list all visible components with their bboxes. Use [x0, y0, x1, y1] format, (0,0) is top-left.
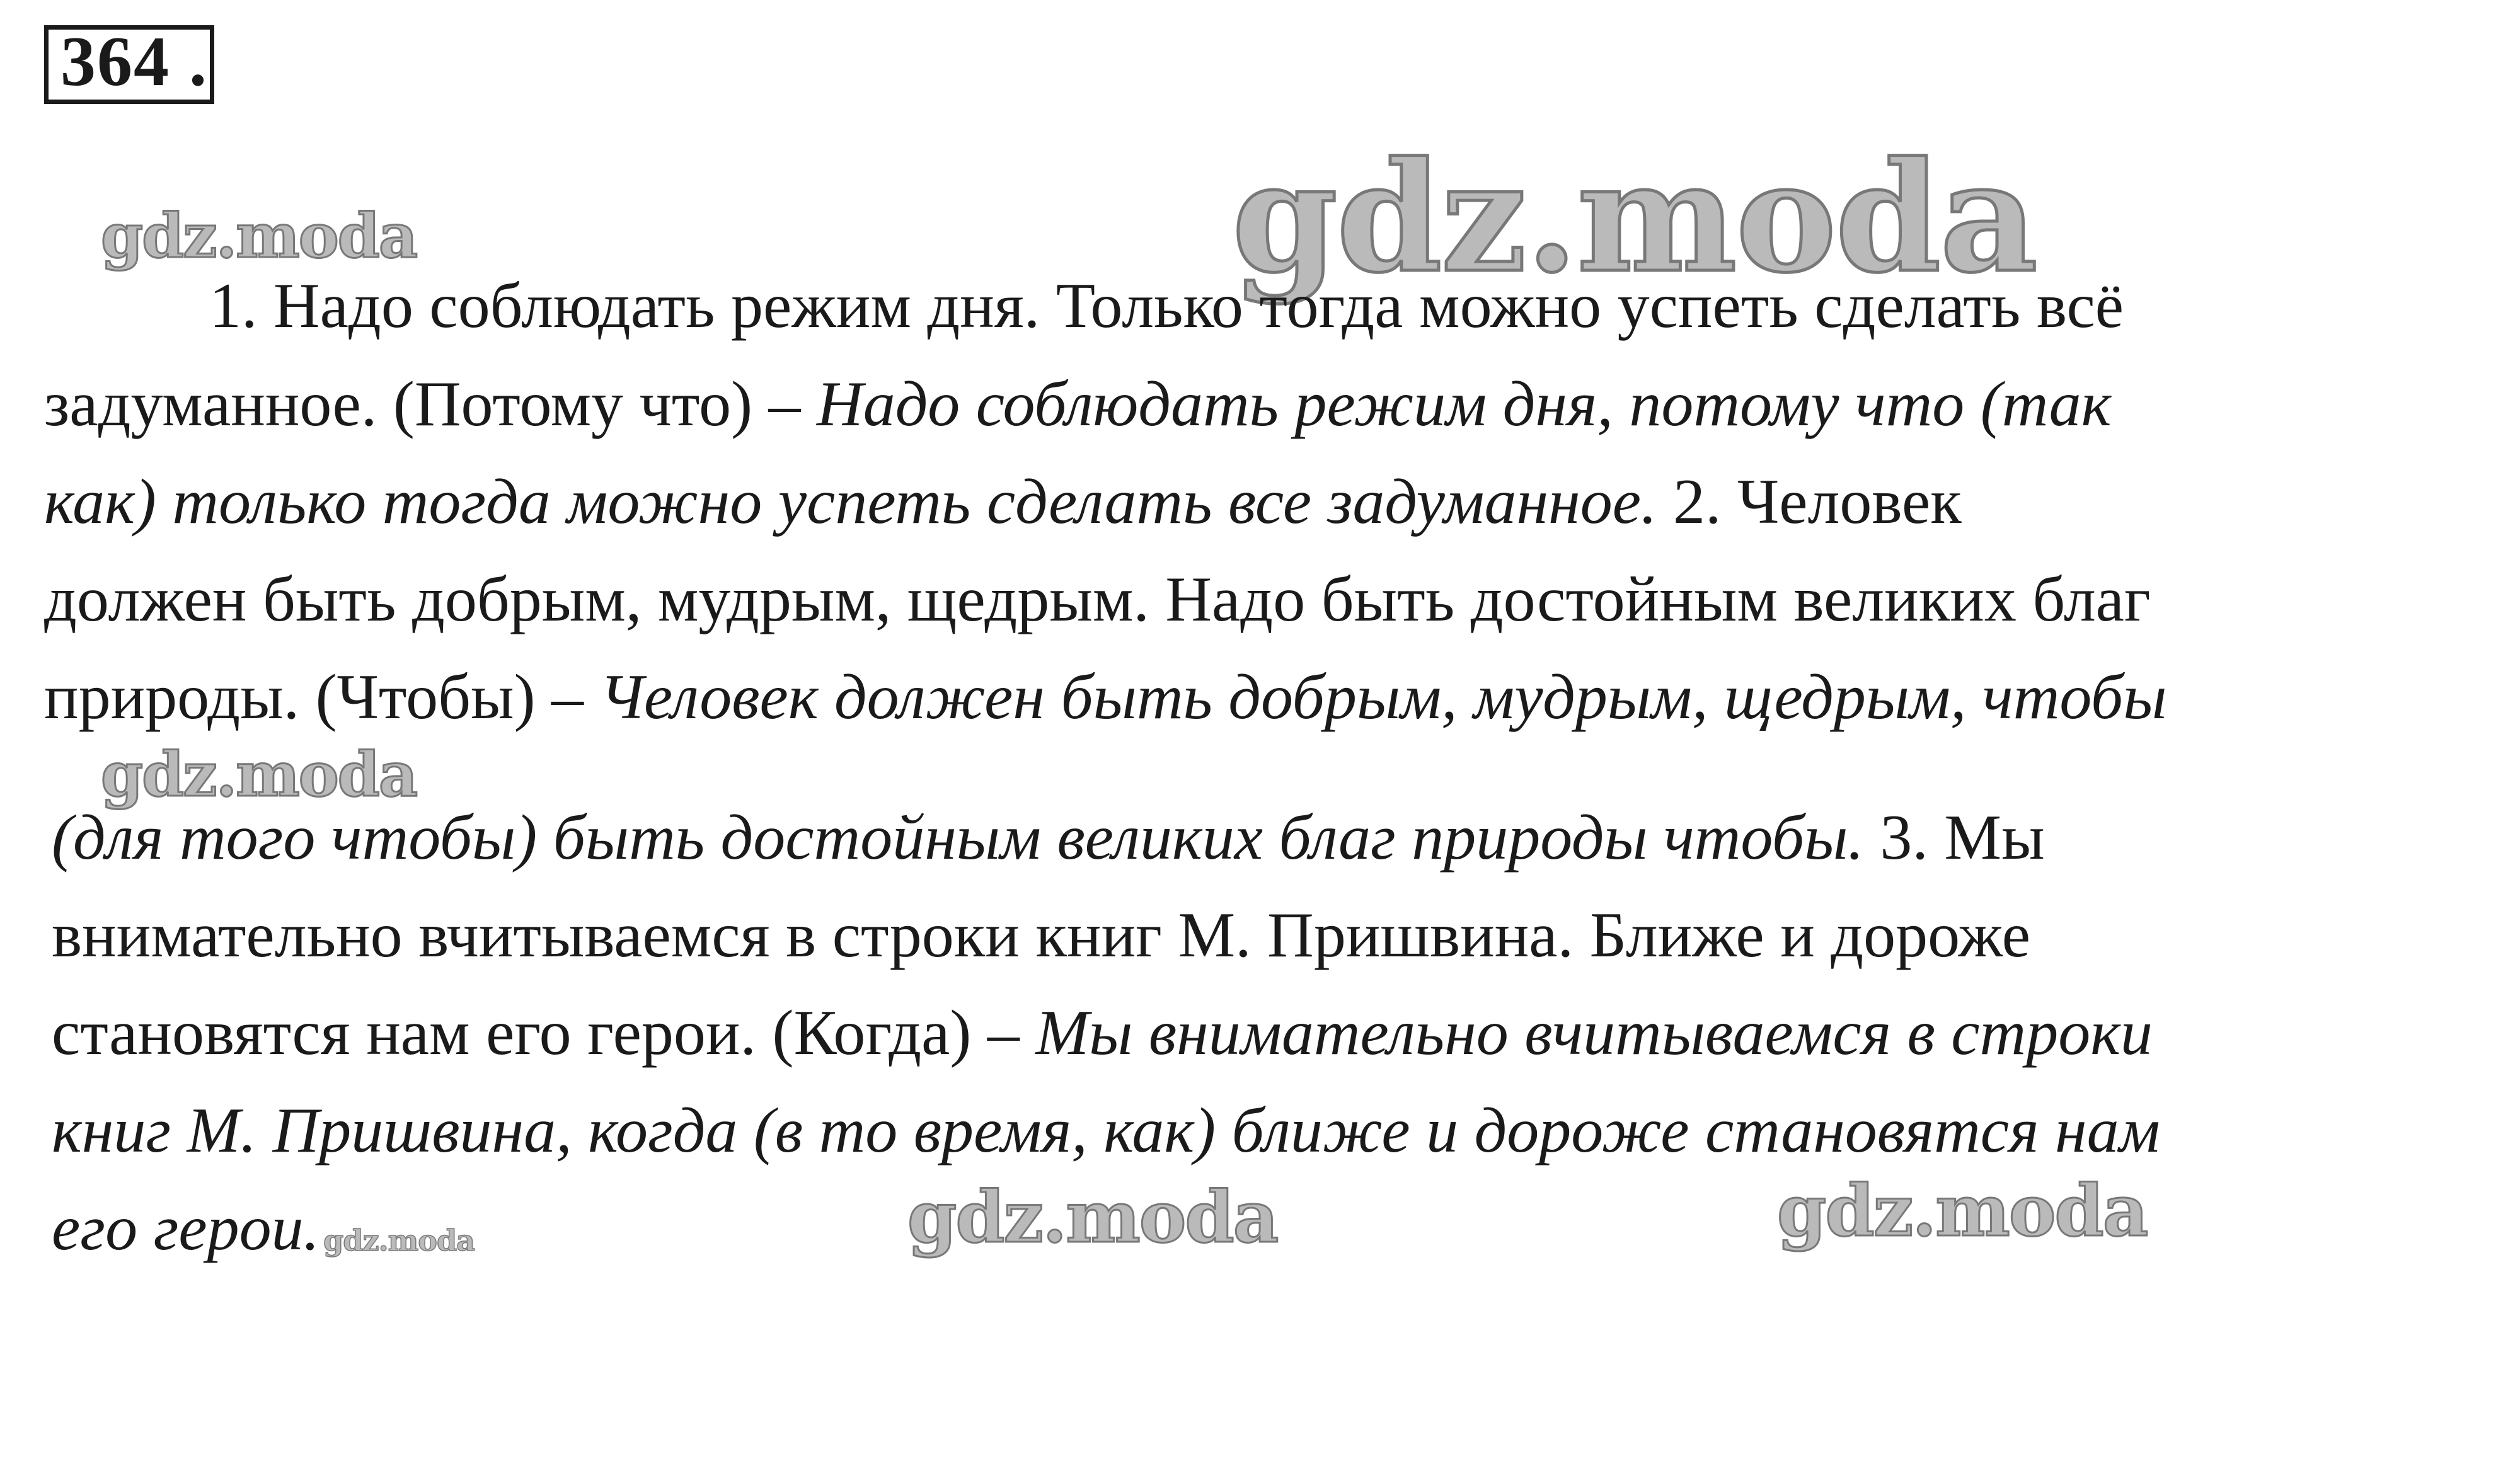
watermark-middle-left: gdz.moda	[101, 739, 417, 810]
text-line-3	[44, 464, 1962, 540]
exercise-number: 364	[60, 23, 170, 101]
text-segment: книг М. Пришвина, когда (в то время, как) ближе и дороже становятся нам	[52, 1095, 2160, 1166]
text-segment: как) только тогда можно успеть сделать все задуманное.	[44, 466, 1657, 537]
text-line-10	[52, 1191, 475, 1266]
text-segment: Надо соблюдать режим дня, потому что (так	[817, 369, 2112, 440]
watermark-bottom-right: gdz.moda	[1777, 1170, 2148, 1252]
text-line-6	[52, 800, 2045, 876]
watermark-top-center: gdz.moda	[1232, 129, 2037, 306]
text-line-4	[44, 562, 2151, 638]
text-line-2	[44, 367, 2111, 442]
text-segment: природы. (Чтобы) –	[44, 662, 600, 733]
text-line-5	[44, 660, 2166, 735]
watermark-top-left: gdz.moda	[101, 200, 417, 272]
text-segment: 2. Человек	[1657, 466, 1962, 537]
text-line-9	[52, 1093, 2160, 1169]
watermark-bottom-center: gdz.moda	[907, 1176, 1278, 1259]
text-line-7	[52, 898, 2030, 973]
text-line-8	[52, 995, 2153, 1071]
text-segment: его герои.	[52, 1193, 320, 1264]
text-segment: задуманное. (Потому что) –	[44, 369, 817, 440]
text-segment: 3. Мы	[1863, 802, 2045, 873]
watermark-inline-small: gdz.moda	[323, 1223, 475, 1257]
exercise-number-dot: .	[189, 23, 207, 101]
text-segment: (для того чтобы) быть достойным великих благ природы чтобы.	[52, 802, 1864, 873]
text-line-1	[209, 268, 2124, 344]
text-segment: внимательно вчитываемся в строки книг М. Пришвина. Ближе и дороже	[52, 900, 2031, 971]
text-segment: 1. Надо соблюдать режим дня. Только тогда можно успеть сделать всё	[209, 270, 2124, 341]
text-segment: становятся нам его герои. (Когда) –	[52, 997, 1036, 1068]
text-segment: должен быть добрым, мудрым, щедрым. Надо быть достойным великих благ	[44, 564, 2151, 635]
text-segment: Человек должен быть добрым, мудрым, щедрым, чтобы	[599, 662, 2167, 733]
text-segment: Мы внимательно вчитываемся в строки	[1035, 997, 2153, 1068]
